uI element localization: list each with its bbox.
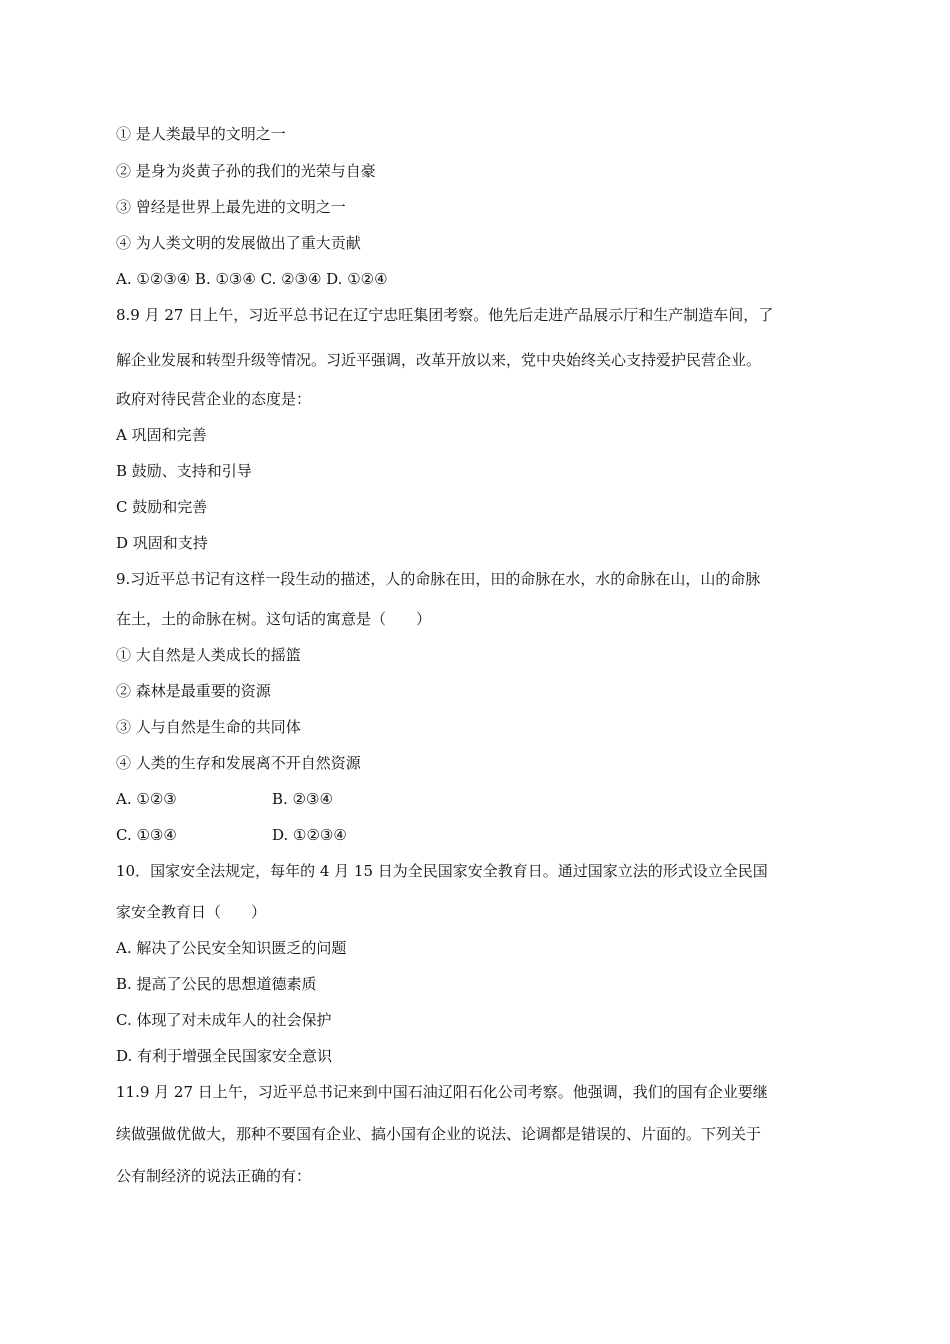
q10-option-d: D. 有利于增强全民国家安全意识 [116, 1047, 333, 1065]
q9-option-d: D. ①②③④ [272, 826, 347, 844]
q8-option-b: B 鼓励、支持和引导 [116, 462, 252, 480]
q7-options: A. ①②③④ B. ①③④ C. ②③④ D. ①②④ [116, 270, 388, 288]
q7-item-2: ② 是身为炎黄子孙的我们的光荣与自豪 [116, 162, 376, 180]
q10-stem-line-2: 家安全教育日（ ） [116, 903, 267, 921]
q11-stem-line-1: 11.9 月 27 日上午，习近平总书记来到中国石油辽阳石化公司考察。他强调，我们的国有企业要继 [116, 1083, 768, 1101]
q10-option-b: B. 提高了公民的思想道德素质 [116, 975, 317, 993]
q10-stem-line-1: 10．国家安全法规定，每年的 4 月 15 日为全民国家安全教育日。通过国家立法的形式设立全民国 [116, 862, 768, 880]
q9-stem-line-1: 9.习近平总书记有这样一段生动的描述，人的命脉在田，田的命脉在水，水的命脉在山，山的命脉 [116, 570, 761, 588]
q7-item-4: ④ 为人类文明的发展做出了重大贡献 [116, 234, 361, 252]
q11-stem-line-2: 续做强做优做大，那种不要国有企业、搞小国有企业的说法、论调都是错误的、片面的。下列关于 [116, 1125, 762, 1143]
q8-option-c: C 鼓励和完善 [116, 498, 208, 516]
q10-option-c: C. 体现了对未成年人的社会保护 [116, 1011, 332, 1029]
q9-options-row-2 [116, 825, 347, 845]
q9-stem-line-2: 在土，土的命脉在树。这句话的寓意是（ ） [116, 610, 432, 628]
q11-stem-line-3: 公有制经济的说法正确的有： [116, 1167, 312, 1185]
q9-option-b: B. ②③④ [272, 790, 333, 808]
q9-item-3: ③ 人与自然是生命的共同体 [116, 718, 301, 736]
q8-option-d: D 巩固和支持 [116, 534, 208, 552]
q8-stem-line-2: 解企业发展和转型升级等情况。习近平强调，改革开放以来，党中央始终关心支持爱护民营企业。 [116, 351, 762, 369]
q8-stem-line-1: 8.9 月 27 日上午，习近平总书记在辽宁忠旺集团考察。他先后走进产品展示厅和生产制造车间，了 [116, 306, 774, 324]
q9-options-row-1 [116, 789, 333, 809]
q9-item-2: ② 森林是最重要的资源 [116, 682, 271, 700]
q8-stem-line-3: 政府对待民营企业的态度是： [116, 390, 312, 408]
q9-option-a: A. ①②③ [116, 790, 177, 808]
q7-item-1: ① 是人类最早的文明之一 [116, 125, 286, 143]
q10-option-a: A. 解决了公民安全知识匮乏的问题 [116, 939, 347, 957]
q7-item-3: ③ 曾经是世界上最先进的文明之一 [116, 198, 346, 216]
q8-option-a: A 巩固和完善 [116, 426, 207, 444]
q9-item-4: ④ 人类的生存和发展离不开自然资源 [116, 754, 361, 772]
q9-item-1: ① 大自然是人类成长的摇篮 [116, 646, 301, 664]
q9-option-c: C. ①③④ [116, 826, 177, 844]
